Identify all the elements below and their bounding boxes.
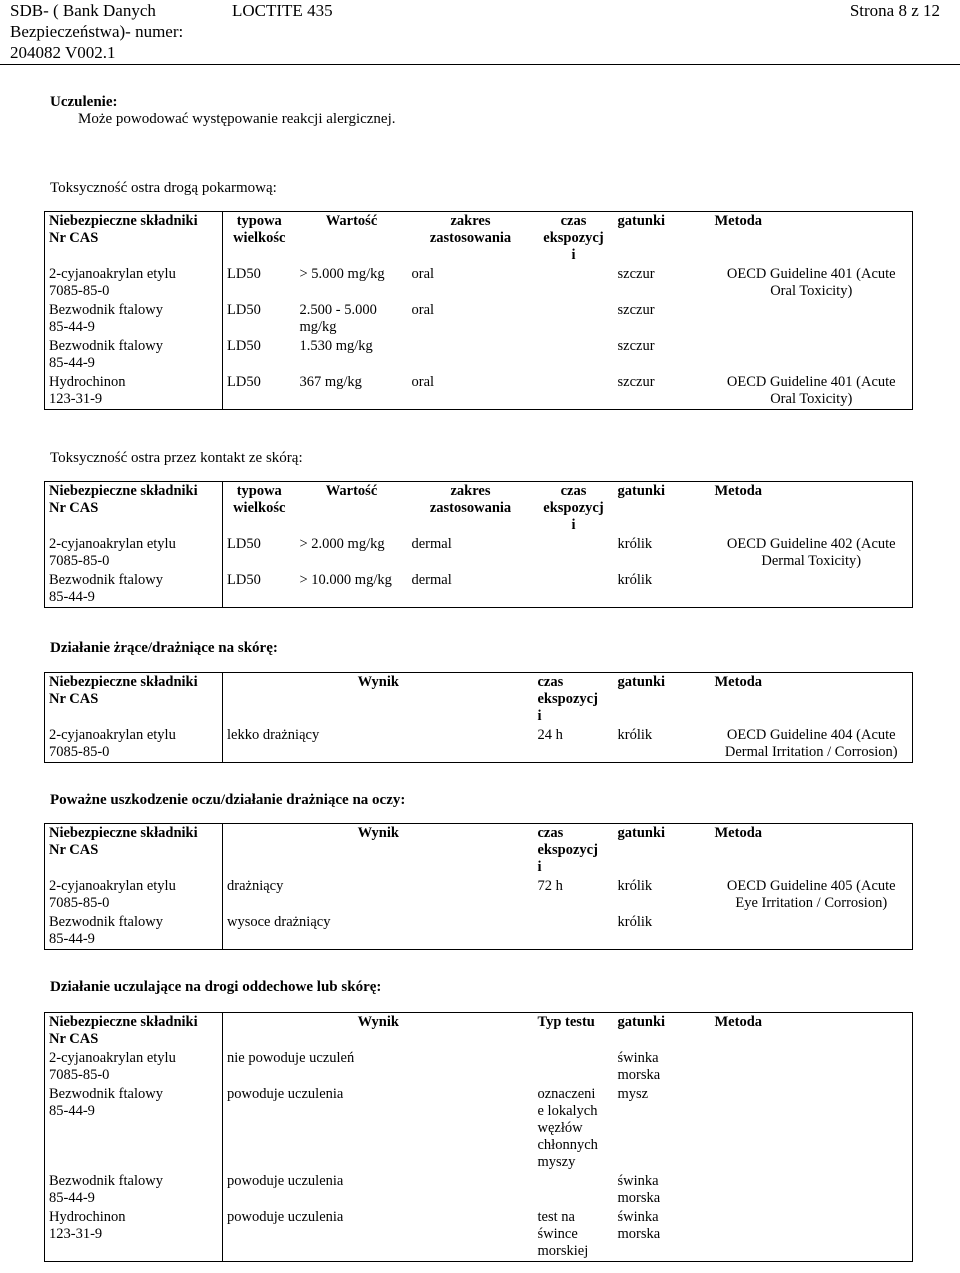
cell-ingr: Bezwodnik ftalowy 85-44-9 <box>45 571 223 608</box>
table-row <box>45 1085 913 1172</box>
cell-method <box>711 1085 913 1172</box>
cell-time <box>534 373 614 410</box>
column-header: Wynik <box>357 674 399 690</box>
cell-result: powoduje uczulenia <box>227 1209 344 1225</box>
column-header: Niebezpieczne składniki Nr CAS <box>45 1013 223 1050</box>
column-header: Niebezpieczne składniki Nr CAS <box>45 673 223 727</box>
column-header: gatunki <box>617 483 666 499</box>
cell-type: LD50 <box>227 536 261 552</box>
cell-method: OECD Guideline 405 (Acute Eye Irritation / Corrosion) <box>726 878 896 911</box>
product-name: LOCTITE 435 <box>232 1 333 20</box>
cell-time <box>534 535 614 571</box>
table-row <box>45 726 913 763</box>
column-header: Metoda <box>714 213 763 229</box>
cell-time <box>534 265 614 301</box>
column-header: zakres zastosowania <box>429 213 512 246</box>
cell-test <box>534 1172 614 1208</box>
table-row <box>45 373 913 410</box>
cell-result: drażniący <box>227 878 284 894</box>
cell-method: OECD Guideline 402 (Acute Dermal Toxicity) <box>726 536 896 569</box>
header-row <box>45 673 913 727</box>
column-header: Niebezpieczne składniki Nr CAS <box>45 212 223 266</box>
sens-title: Działanie uczulające na drogi oddechowe lub skórę: <box>50 979 382 995</box>
cell-species: szczur <box>617 302 655 318</box>
cell-value: > 5.000 mg/kg <box>299 266 385 282</box>
column-header: zakres zastosowania <box>429 483 512 516</box>
table-row <box>45 913 913 950</box>
header-line-1: SDB- ( Bank Danych <box>10 1 156 20</box>
column-header: Metoda <box>714 1014 763 1030</box>
cell-route: dermal <box>411 536 452 552</box>
cell-type: LD50 <box>227 338 261 354</box>
cell-result: lekko drażniący <box>227 727 320 743</box>
cell-time <box>534 913 614 950</box>
cell-result: nie powoduje uczuleń <box>227 1050 355 1066</box>
cell-species: świnka morska <box>617 1209 661 1242</box>
column-header: czas ekspozycj i <box>543 213 604 263</box>
table-row <box>45 877 913 913</box>
cell-species: świnka morska <box>617 1050 661 1083</box>
cell-time: 72 h <box>537 878 563 894</box>
column-header: gatunki <box>617 1014 666 1030</box>
column-header: czas ekspozycj i <box>537 825 598 875</box>
cell-value: 1.530 mg/kg <box>299 338 373 354</box>
cell-species: królik <box>617 727 653 743</box>
page-header <box>0 0 960 66</box>
column-header: Metoda <box>714 483 763 499</box>
column-header: typowa wielkośc <box>233 483 286 516</box>
cell-route: oral <box>411 302 435 318</box>
cell-ingr: Bezwodnik ftalowy 85-44-9 <box>45 913 223 950</box>
cell-ingr: Bezwodnik ftalowy 85-44-9 <box>45 1085 223 1172</box>
cell-type: LD50 <box>227 302 261 318</box>
cell-method <box>711 1208 913 1262</box>
column-header: Typ testu <box>537 1014 595 1030</box>
cell-ingr: Bezwodnik ftalowy 85-44-9 <box>45 337 223 373</box>
column-header: Wartość <box>325 483 378 499</box>
table-row <box>45 265 913 301</box>
cell-method: OECD Guideline 401 (Acute Oral Toxicity) <box>726 374 896 407</box>
cell-result: wysoce drażniący <box>227 914 331 930</box>
header-row <box>45 824 913 878</box>
skin-table <box>44 672 913 763</box>
column-header: gatunki <box>617 674 666 690</box>
column-header: czas ekspozycj i <box>543 483 604 533</box>
cell-route: dermal <box>411 572 452 588</box>
sensitization-title: Uczulenie: <box>50 94 118 110</box>
cell-method: OECD Guideline 401 (Acute Oral Toxicity) <box>726 266 896 299</box>
cell-test: test na śwince morskiej <box>537 1209 589 1259</box>
column-header: czas ekspozycj i <box>537 674 598 724</box>
column-header: typowa wielkośc <box>233 213 286 246</box>
cell-time <box>534 571 614 608</box>
cell-ingr: 2-cyjanoakrylan etylu 7085-85-0 <box>45 726 223 763</box>
cell-ingr: Bezwodnik ftalowy 85-44-9 <box>45 1172 223 1208</box>
header-row <box>45 482 913 536</box>
cell-species: królik <box>617 536 653 552</box>
column-header: Metoda <box>714 825 763 841</box>
cell-species: szczur <box>617 266 655 282</box>
cell-ingr: 2-cyjanoakrylan etylu 7085-85-0 <box>45 265 223 301</box>
cell-type: LD50 <box>227 572 261 588</box>
header-rule <box>0 64 960 65</box>
dermal-table <box>44 481 913 608</box>
column-header: Niebezpieczne składniki Nr CAS <box>45 482 223 536</box>
header-row <box>45 1013 913 1050</box>
table-row <box>45 301 913 337</box>
table-row <box>45 1208 913 1262</box>
column-header: Niebezpieczne składniki Nr CAS <box>45 824 223 878</box>
column-header: gatunki <box>617 213 666 229</box>
table-row <box>45 1172 913 1208</box>
cell-species: szczur <box>617 338 655 354</box>
table-row <box>45 337 913 373</box>
oral-title: Toksyczność ostra drogą pokarmową: <box>50 180 277 196</box>
header-line-3: 204082 V002.1 <box>10 43 116 62</box>
cell-value: > 10.000 mg/kg <box>299 572 392 588</box>
cell-test <box>534 1049 614 1085</box>
column-header: Wynik <box>357 825 399 841</box>
column-header: Metoda <box>714 674 763 690</box>
column-header: Wartość <box>325 213 378 229</box>
table-row <box>45 571 913 608</box>
cell-method <box>711 1172 913 1208</box>
cell-method <box>711 913 913 950</box>
cell-time <box>534 337 614 373</box>
cell-ingr: Hydrochinon 123-31-9 <box>45 1208 223 1262</box>
table-row <box>45 1049 913 1085</box>
table-row <box>45 535 913 571</box>
cell-method <box>711 1049 913 1085</box>
cell-ingr: 2-cyjanoakrylan etylu 7085-85-0 <box>45 1049 223 1085</box>
cell-type: LD50 <box>227 266 261 282</box>
cell-route: oral <box>411 266 435 282</box>
cell-method <box>711 301 913 337</box>
cell-species: królik <box>617 878 653 894</box>
cell-ingr: 2-cyjanoakrylan etylu 7085-85-0 <box>45 535 223 571</box>
cell-route <box>408 337 534 373</box>
eye-title: Poważne uszkodzenie oczu/działanie drażniące na oczy: <box>50 792 406 808</box>
cell-value: > 2.000 mg/kg <box>299 536 385 552</box>
dermal-title: Toksyczność ostra przez kontakt ze skórą: <box>50 450 303 466</box>
cell-species: świnka morska <box>617 1173 661 1206</box>
sens-table <box>44 1012 913 1262</box>
cell-result: powoduje uczulenia <box>227 1086 344 1102</box>
document-id <box>10 0 183 63</box>
cell-method <box>711 571 913 608</box>
cell-ingr: Hydrochinon 123-31-9 <box>45 373 223 410</box>
cell-result: powoduje uczulenia <box>227 1173 344 1189</box>
cell-route: oral <box>411 374 435 390</box>
cell-type: LD50 <box>227 374 261 390</box>
cell-method: OECD Guideline 404 (Acute Dermal Irritation / Corrosion) <box>724 727 898 760</box>
oral-table <box>44 211 913 410</box>
cell-species: mysz <box>617 1086 649 1102</box>
cell-species: królik <box>617 914 653 930</box>
page-number: Strona 8 z 12 <box>849 1 940 20</box>
cell-time <box>534 301 614 337</box>
cell-value: 367 mg/kg <box>299 374 362 390</box>
cell-value: 2.500 - 5.000 mg/kg <box>299 302 377 335</box>
cell-ingr: Bezwodnik ftalowy 85-44-9 <box>45 301 223 337</box>
cell-test: oznaczeni e lokalych węzłów chłonnych myszy <box>537 1086 598 1170</box>
header-line-2: Bezpieczeństwa)- numer: <box>10 22 184 41</box>
column-header: Wynik <box>357 1014 399 1030</box>
cell-species: szczur <box>617 374 655 390</box>
cell-species: królik <box>617 572 653 588</box>
skin-title: Działanie żrące/drażniące na skórę: <box>50 640 278 656</box>
column-header: gatunki <box>617 825 666 841</box>
eye-table <box>44 823 913 950</box>
cell-method <box>711 337 913 373</box>
cell-time: 24 h <box>537 727 563 743</box>
sensitization-text: Może powodować występowanie reakcji alergicznej. <box>78 111 396 127</box>
header-row <box>45 212 913 266</box>
cell-ingr: 2-cyjanoakrylan etylu 7085-85-0 <box>45 877 223 913</box>
